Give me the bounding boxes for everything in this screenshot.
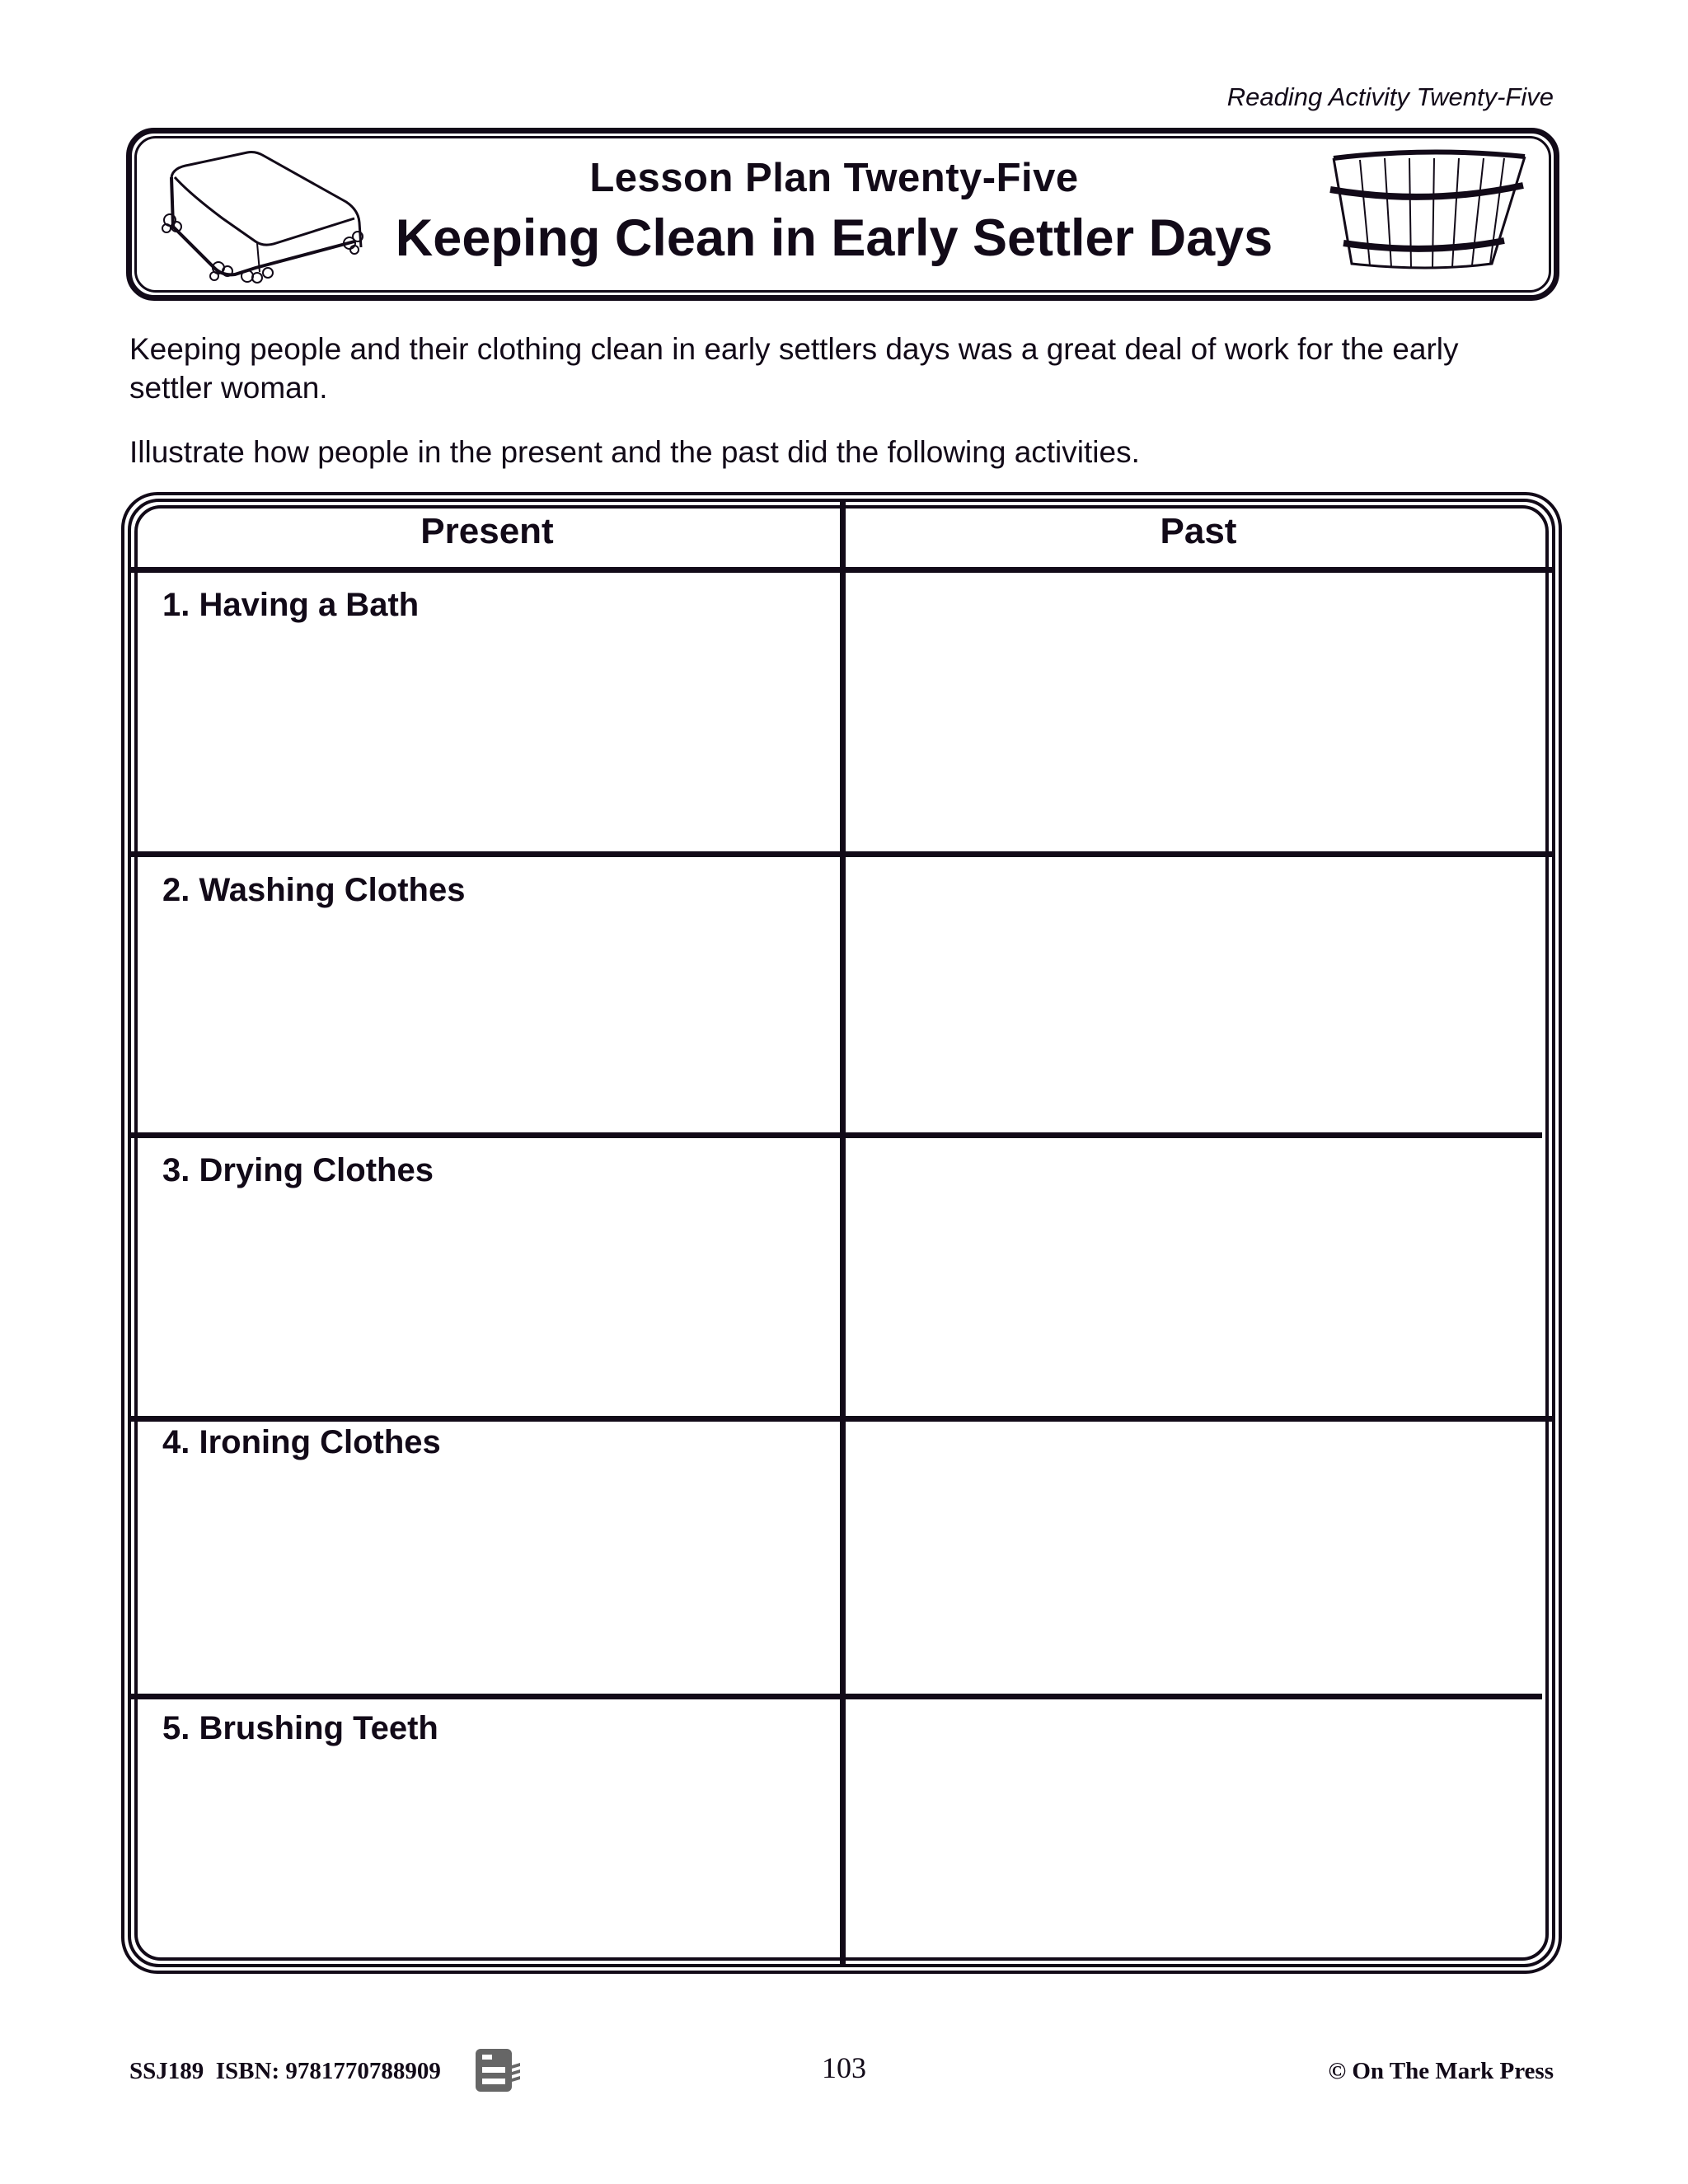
footer-code-isbn: SSJ189 ISBN: 9781770788909	[129, 2058, 441, 2084]
column-header-present: Present	[420, 511, 554, 551]
row-label-ironing: 4. Ironing Clothes	[162, 1424, 441, 1460]
copyright-notice: © On The Mark Press	[1328, 2058, 1554, 2084]
row-label-brushing: 5. Brushing Teeth	[162, 1710, 438, 1746]
row-label-bath: 1. Having a Bath	[162, 587, 420, 623]
past-cell-washing[interactable]	[846, 857, 1551, 1132]
page-title: Keeping Clean in Early Settler Days	[395, 209, 1273, 267]
row-label-washing: 2. Washing Clothes	[162, 872, 466, 908]
past-cell-bath[interactable]	[846, 573, 1551, 851]
row-divider	[131, 851, 1552, 857]
row-divider	[131, 1416, 1552, 1422]
intro-paragraph: Keeping people and their clothing clean in early settlers days was a great deal of work for the early settler woman.	[129, 332, 1459, 405]
row-divider	[131, 1694, 1542, 1699]
page-number: 103	[822, 2051, 866, 2084]
instruction-paragraph: Illustrate how people in the present and the past did the following activities.	[129, 435, 1140, 469]
past-cell-ironing[interactable]	[846, 1422, 1551, 1694]
row-label-drying: 3. Drying Clothes	[162, 1152, 434, 1188]
present-cell-brushing[interactable]	[138, 1699, 840, 1955]
column-header-past: Past	[1160, 511, 1237, 551]
present-cell-drying[interactable]	[138, 1138, 840, 1416]
running-head: Reading Activity Twenty-Five	[1226, 82, 1554, 111]
present-cell-bath[interactable]	[138, 573, 840, 851]
present-cell-washing[interactable]	[138, 857, 840, 1132]
header-divider	[131, 567, 1552, 573]
past-cell-brushing[interactable]	[846, 1699, 1551, 1955]
lesson-plan-subtitle: Lesson Plan Twenty-Five	[589, 156, 1079, 200]
present-cell-ironing[interactable]	[138, 1422, 840, 1694]
row-divider	[131, 1132, 1542, 1138]
column-divider	[840, 500, 846, 1966]
past-cell-drying[interactable]	[846, 1138, 1551, 1416]
